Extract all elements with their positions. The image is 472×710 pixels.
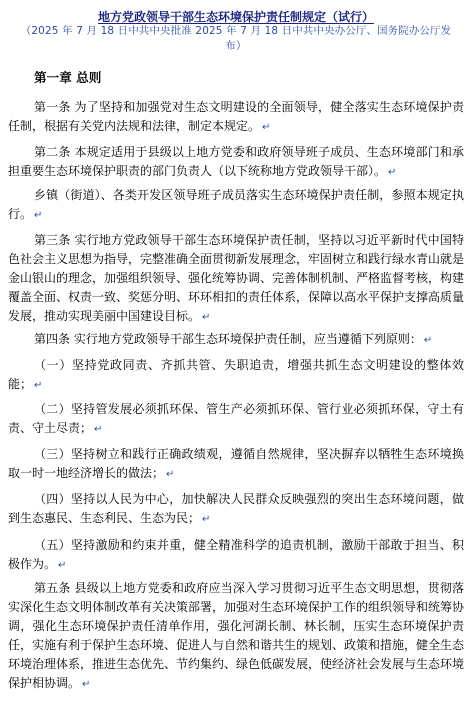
paragraph-mark-icon: ↵ [423, 335, 433, 346]
document-subtitle: （2025 年 7 月 18 日中共中央批准 2025 年 7 月 18 日中共中央办公厅、国务院办公厅发布） [20, 25, 452, 52]
principle-1-text: （一）坚持党政同责、齐抓共管、失职追责，增强共抓生态文明建设的整体效能； [8, 358, 464, 391]
principle-5-text: （五）坚持激励和约束并重，健全精准科学的追责机制，激励干部敢于担当、积极作为。 [8, 538, 464, 571]
article-5 [8, 579, 464, 694]
document-title: 地方党政领导干部生态环境保护责任制规定（试行） [97, 10, 374, 24]
article-2-extension [8, 186, 464, 225]
article-3 [8, 231, 464, 327]
principle-2-text: （二）坚持管发展必须抓环保、管生产必须抓环保、管行业必须抓环保，守土有责、守土尽责； [8, 402, 464, 435]
paragraph-mark-icon: ↵ [262, 122, 271, 133]
article-4 [8, 330, 464, 350]
principle-4 [8, 490, 464, 529]
article-2-text: 第二条 本规定适用于县级以上地方党委和政府领导班子成员、生态环境部门和承担重要生态环境保护职责的部门负责人（以下统称地方党政领导干部）。 [8, 145, 464, 178]
paragraph-mark-icon: ↵ [166, 469, 175, 480]
article-2-extension-text: 乡镇（街道）、各类开发区领导班子成员落实生态环境保护责任制，参照本规定执行。 [8, 188, 464, 221]
paragraph-mark-icon: ↵ [202, 312, 211, 323]
principle-3-text: （三）坚持树立和践行正确政绩观，遵循自然规律，坚决摒弃以牺牲生态环境换取一时一地经济增长的做法； [8, 447, 464, 480]
paragraph-mark-icon: ↵ [58, 560, 67, 571]
paragraph-mark-icon: ↵ [388, 167, 397, 178]
chapter-heading: 第一章 总则 [34, 70, 102, 85]
article-5-text: 第五条 县级以上地方党委和政府应当深入学习贯彻习近平生态文明思想，贯彻落实深化生态文明体制改革有关决策部署，加强对生态环境保护工作的组织领导和统筹协调，强化生态环境保护责任清单作用，强化河湖长制、林长制，压实生态环境保护责任，实施有利于保护生态环境、促进人与自然和谐共生的规划、政策和措施，健全生态环境治理体系，推进生态优先、节约集约、绿色低碳发展，使经济社会发展与生态环境保护相协调。 [8, 581, 465, 690]
article-2 [8, 143, 464, 182]
paragraph-mark-icon: ↵ [34, 210, 43, 221]
article-3-text: 第三条 实行地方党政领导干部生态环境保护责任制，坚持以习近平新时代中国特色社会主义思想为指导，完整准确全面贯彻新发展理念，牢固树立和践行绿水青山就是金山银山的理念，加强组织领导、强化统筹协调、完善体制机制、严格监督考核，构建覆盖全面、权责一致、奖惩分明、环环相扣的责任体系，保障以高水平保护支撑高质量发展，推动实现美丽中国建设目标。 [8, 233, 465, 323]
principle-5 [8, 536, 464, 575]
article-1 [8, 98, 464, 137]
article-4-text: 第四条 实行地方党政领导干部生态环境保护责任制，应当遵循下列原则： [34, 332, 422, 346]
paragraph-mark-icon: ↵ [94, 424, 103, 435]
paragraph-mark-icon: ↵ [202, 514, 211, 525]
principle-1 [8, 356, 464, 395]
principle-4-text: （四）坚持以人民为中心，加快解决人民群众反映强烈的突出生态环境问题，做到生态惠民、生态利民、生态为民； [8, 492, 464, 525]
paragraph-mark-icon: ↵ [34, 380, 43, 391]
principle-3 [8, 445, 464, 484]
principle-2 [8, 400, 464, 439]
article-1-text: 第一条 为了坚持和加强党对生态文明建设的全面领导，健全落实生态环境保护责任制，根据有关党内法规和法律，制定本规定。 [8, 100, 464, 133]
paragraph-mark-icon: ↵ [82, 679, 91, 690]
